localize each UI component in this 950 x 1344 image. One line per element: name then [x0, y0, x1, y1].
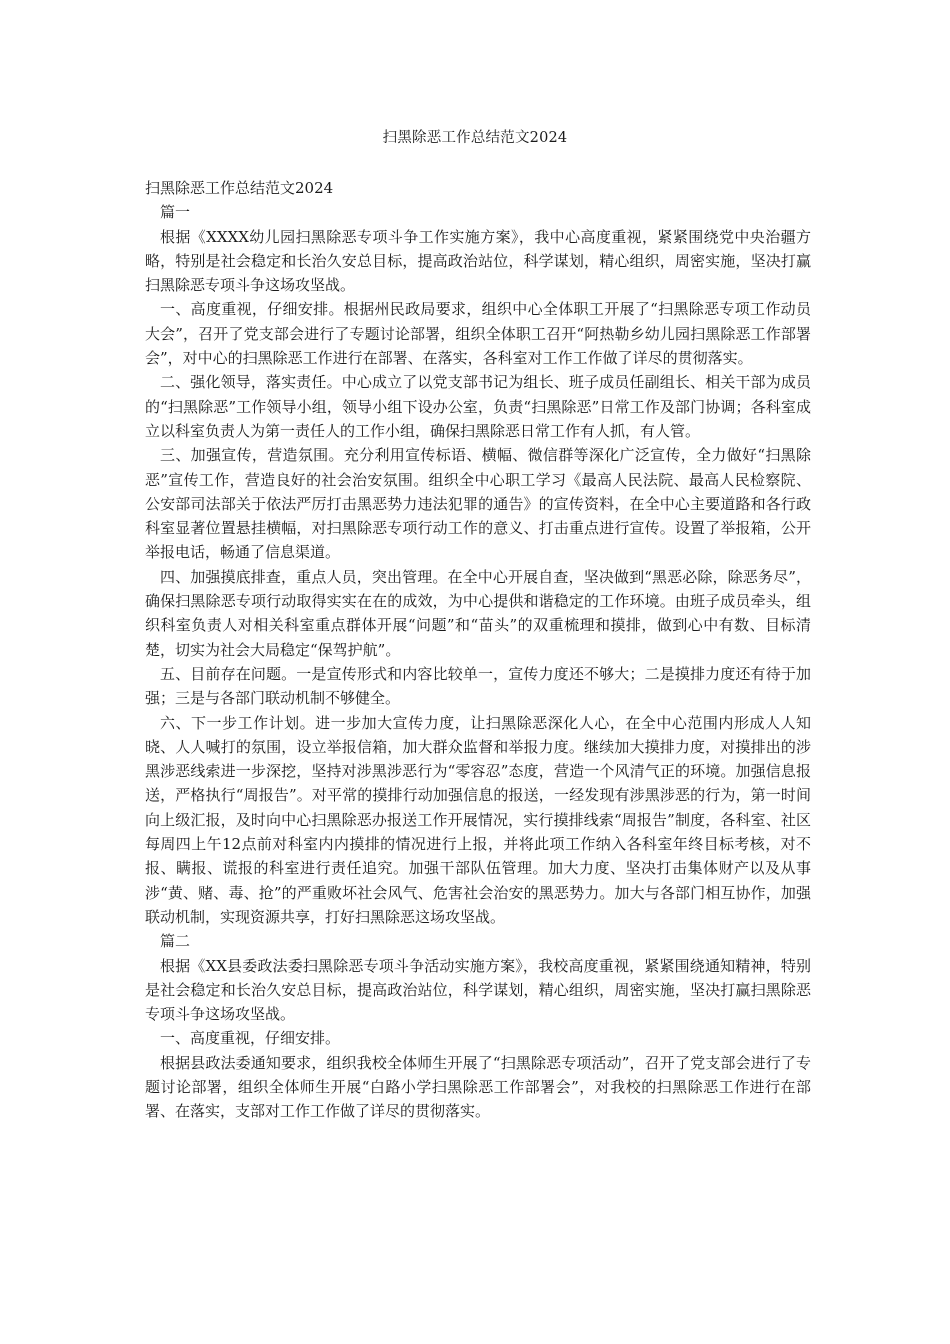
paragraph: 根据县政法委通知要求，组织我校全体师生开展了“扫黑除恶专项活动”，召开了党支部会进行了专题讨论部署，组织全体师生开展“白路小学扫黑除恶工作部署会”，对我校的扫黑除恶工作进行在部署、在落实，支部对工作工作做了详尽的贯彻落实。 — [145, 1053, 811, 1121]
paragraph: 六、下一步工作计划。进一步加大宣传力度，让扫黑除恶深化人心，在全中心范围内形成人人知晓、人人喊打的氛围，设立举报信箱，加大群众监督和举报力度。继续加大摸排力度，对摸排出的涉黑涉恶线索进一步深挖，坚持对涉黑涉恶行为“零容忍”态度，营造一个风清气正的环境。加强信息报送，严格执行“周报告”。对平常的摸排行动加强信息的报送，一经发现有涉黑涉恶的行为，第一时间向上级汇报，及时向中心扫黑除恶办报送工作开展情况，实行摸排线索“周报告”制度，各科室、社区每周四上午12点前对科室内内摸排的情况进行上报，并将此项工作纳入各科室年终目标考核，对不报、瞒报、谎报的科室进行责任追究。加强干部队伍管理。加大力度、坚决打击集体财产以及从事涉“黄、赌、毒、抢”的严重败坏社会风气、危害社会治安的黑恶势力。加大与各部门相互协作，加强联动机制，实现资源共享，打好扫黑除恶这场攻坚战。 — [145, 713, 811, 926]
paragraph: 一、高度重视，仔细安排。根据州民政局要求，组织中心全体职工开展了“扫黑除恶专项工作动员大会”，召开了党支部会进行了专题讨论部署，组织全体职工召开“阿热勒乡幼儿园扫黑除恶工作部署会”，对中心的扫黑除恶工作进行在部署、在落实，各科室对工作工作做了详尽的贯彻落实。 — [145, 300, 811, 368]
document-title: 扫黑除恶工作总结范文2024 — [382, 130, 568, 146]
paragraph: 三、加强宣传，营造氛围。充分利用宣传标语、横幅、微信群等深化广泛宣传，全力做好“扫黑除恶”宣传工作，营造良好的社会治安氛围。组织全中心职工学习《最高人民法院、最高人民检察院、公安部司法部关于依法严厉打击黑恶势力违法犯罪的通告》的宣传资料，在全中心主要道路和各行政科室显著位置悬挂横幅，对扫黑除恶专项行动工作的意义、打击重点进行宣传。设置了举报箱，公开举报电话，畅通了信息渠道。 — [145, 446, 811, 562]
section-heading-part-one: 篇一 — [160, 203, 191, 222]
document-body — [145, 176, 811, 1124]
paragraph: 五、目前存在问题。一是宣传形式和内容比较单一，宣传力度还不够大；二是摸排力度还有待于加强；三是与各部门联动机制不够健全。 — [145, 664, 811, 708]
paragraph: 根据《XXXX幼儿园扫黑除恶专项斗争工作实施方案》，我中心高度重视，紧紧围绕党中央治疆方略，特别是社会稳定和长治久安总目标，提高政治站位，科学谋划，精心组织，周密实施，坚决打赢扫黑除恶专项斗争这场攻坚战。 — [145, 227, 811, 295]
paragraph: 根据《XX县委政法委扫黑除恶专项斗争活动实施方案》，我校高度重视，紧紧围绕通知精神，特别是社会稳定和长治久安总目标，提高政治站位，科学谋划，精心组织，周密实施，坚决打赢扫黑除恶专项斗争这场攻坚战。 — [145, 956, 811, 1024]
paragraph: 二、强化领导，落实责任。中心成立了以党支部书记为组长、班子成员任副组长、相关干部为成员的“扫黑除恶”工作领导小组，领导小组下设办公室，负责“扫黑除恶”日常工作及部门协调；各科室成立以科室负责人为第一责任人的工作小组，确保扫黑除恶日常工作有人抓，有人管。 — [145, 373, 811, 440]
paragraph: 四、加强摸底排查，重点人员，突出管理。在全中心开展自查，坚决做到“黑恶必除，除恶务尽”，确保扫黑除恶专项行动取得实实在在的成效，为中心提供和谐稳定的工作环境。由班子成员牵头，组织科室负责人对相关科室重点群体开展“问题”和“苗头”的双重梳理和摸排，做到心中有数、目标清楚，切实为社会大局稳定“保驾护航”。 — [145, 567, 811, 659]
section-heading-part-two: 篇二 — [160, 932, 191, 951]
paragraph: 一、高度重视，仔细安排。 — [160, 1029, 341, 1048]
document-subtitle: 扫黑除恶工作总结范文2024 — [145, 179, 334, 197]
